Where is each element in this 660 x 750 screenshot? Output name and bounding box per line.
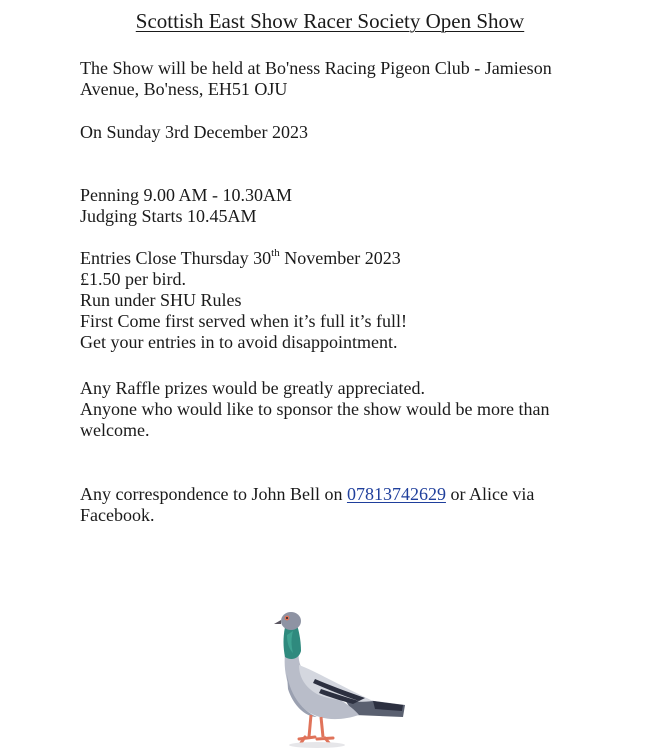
entries-close-ordinal: th — [271, 247, 280, 259]
pigeon-leg-1 — [309, 715, 311, 737]
pigeon-beak — [274, 620, 281, 624]
raffle-line-2: Anyone who would like to sponsor the show would be more than — [80, 399, 550, 419]
pigeon-icon — [255, 605, 415, 750]
entries-close-prefix: Entries Close Thursday 30 — [80, 248, 272, 268]
get-entries-note: Get your entries in to avoid disappointment. — [80, 332, 398, 352]
judging-time: Judging Starts 10.45AM — [80, 206, 257, 226]
raffle-line-3: welcome. — [80, 420, 150, 440]
contact-prefix: Any correspondence to John Bell on — [80, 484, 347, 504]
date-block — [80, 122, 600, 143]
entries-block — [80, 248, 600, 353]
contact-line-2: Facebook. — [80, 505, 155, 525]
venue-line-1: The Show will be held at Bo'ness Racing Pigeon Club - Jamieson — [80, 58, 552, 78]
pigeon-pupil — [286, 617, 288, 619]
pigeon-neck — [284, 625, 302, 659]
penning-time: Penning 9.00 AM - 10.30AM — [80, 185, 293, 205]
entry-rules: Run under SHU Rules — [80, 290, 242, 310]
entries-close — [80, 248, 600, 269]
venue-block — [80, 58, 600, 100]
phone-link[interactable]: 07813742629 — [346, 484, 446, 504]
contact-suffix: or Alice via — [445, 484, 535, 504]
contact-block — [80, 484, 600, 526]
first-come-note: First Come first served when it’s full it’s full! — [80, 311, 407, 331]
contact-line-1 — [80, 484, 600, 505]
page-title: Scottish East Show Racer Society Open Show — [135, 9, 525, 33]
pigeon-leg-2 — [321, 717, 323, 737]
schedule-block — [80, 185, 600, 227]
raffle-line-1: Any Raffle prizes would be greatly appreciated. — [80, 378, 426, 398]
pigeon-shadow — [289, 742, 345, 748]
venue-line-2: Avenue, Bo'ness, EH51 OJU — [80, 79, 288, 99]
show-date: On Sunday 3rd December 2023 — [80, 122, 308, 142]
pigeon-head — [281, 612, 301, 630]
raffle-block — [80, 378, 600, 441]
entry-price: £1.50 per bird. — [80, 269, 186, 289]
entries-close-suffix: November 2023 — [279, 248, 401, 268]
